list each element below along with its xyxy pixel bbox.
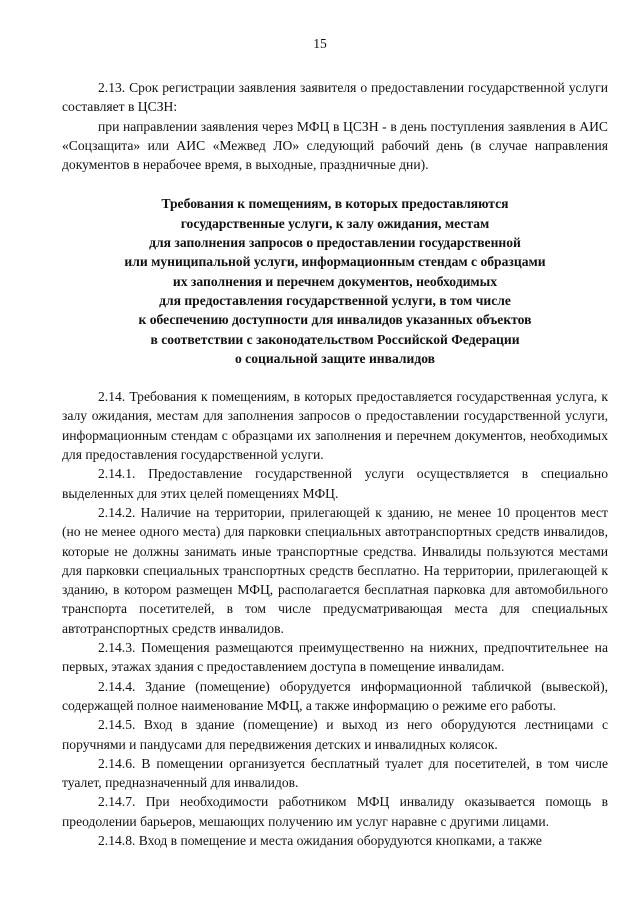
document-body — [62, 78, 608, 850]
paragraph-2-14-1: 2.14.1. Предоставление государственной услуги осуществляется в специально выделенных для этих целей помещениях МФЦ. — [62, 466, 608, 501]
section-heading — [62, 194, 608, 368]
heading-line: к обеспечению доступности для инвалидов указанных объектов — [138, 312, 532, 328]
heading-line: в соответствии с законодательством Российской Федерации — [150, 331, 520, 347]
paragraph-2-13: 2.13. Срок регистрации заявления заявителя о предоставлении государственной услуги составляет в ЦСЗН: — [62, 80, 608, 115]
paragraph-2-13-detail: при направлении заявления через МФЦ в ЦСЗН - в день поступления заявления в АИС «Соцзащита» или АИС «Межвед ЛО» следующий рабочий день (в случае направления документов в нерабочее время, в выходные, праздничные дни). — [62, 118, 608, 173]
heading-line: их заполнения и перечнем документов, необходимых — [172, 273, 498, 289]
paragraph-2-14-6: 2.14.6. В помещении организуется бесплатный туалет для посетителей, в том числе туалет, предназначенный для инвалидов. — [62, 755, 608, 791]
paragraph-2-14-3: 2.14.3. Помещения размещаются преимущественно на нижних, предпочтительнее на первых, этажах здания с предоставлением доступа в помещение инвалидам. — [62, 640, 608, 675]
paragraph-2-14-7: 2.14.7. При необходимости работником МФЦ инвалиду оказывается помощь в преодолении барьеров, мешающих получению им услуг наравне с другими лицами. — [62, 794, 608, 829]
heading-line: о социальной защите инвалидов — [234, 350, 436, 366]
paragraph-2-14-4: 2.14.4. Здание (помещение) оборудуется информационной табличкой (вывеской), содержащей полное наименование МФЦ, а также информацию о режиме его работы. — [62, 678, 608, 713]
heading-line: государственные услуги, к залу ожидания, местам — [180, 215, 490, 231]
paragraph-2-14: 2.14. Требования к помещениям, в которых предоставляется государственная услуга, к залу ожидания, местам для заполнения запросов о предоставлении государственной услуги, информационным стендам с образцами их заполнения и перечнем документов, необходимых для предоставления государственной услуги. — [62, 389, 608, 463]
heading-line: или муниципальной услуги, информационным стендам с образцами — [124, 254, 546, 270]
heading-line: для предоставления государственной услуги, в том числе — [159, 292, 511, 308]
heading-line: для заполнения запросов о предоставлении государственной — [149, 235, 521, 251]
paragraph-2-14-5: 2.14.5. Вход в здание (помещение) и выход из него оборудуются лестницами с поручнями и пандусами для передвижения детских и инвалидных колясок. — [62, 717, 608, 752]
heading-line: Требования к помещениям, в которых предоставляются — [161, 196, 509, 212]
page-number: 15 — [313, 36, 327, 51]
paragraph-2-14-2: 2.14.2. Наличие на территории, прилегающей к зданию, не менее 10 процентов мест (но не менее одного места) для парковки специальных автотранспортных средств инвалидов, которые не должны занимать иные транспортные средства. Инвалиды пользуются местами для парковки специальных транспортных средств бесплатно. На территории, прилегающей к зданию, в котором размещен МФЦ, располагается бесплатная парковка для автомобильного транспорта посетителей, в том числе предусматривающая места для специальных автотранспортных средств инвалидов. — [62, 504, 608, 636]
paragraph-2-14-8: 2.14.8. Вход в помещение и места ожидания оборудуются кнопками, а также — [98, 832, 542, 848]
